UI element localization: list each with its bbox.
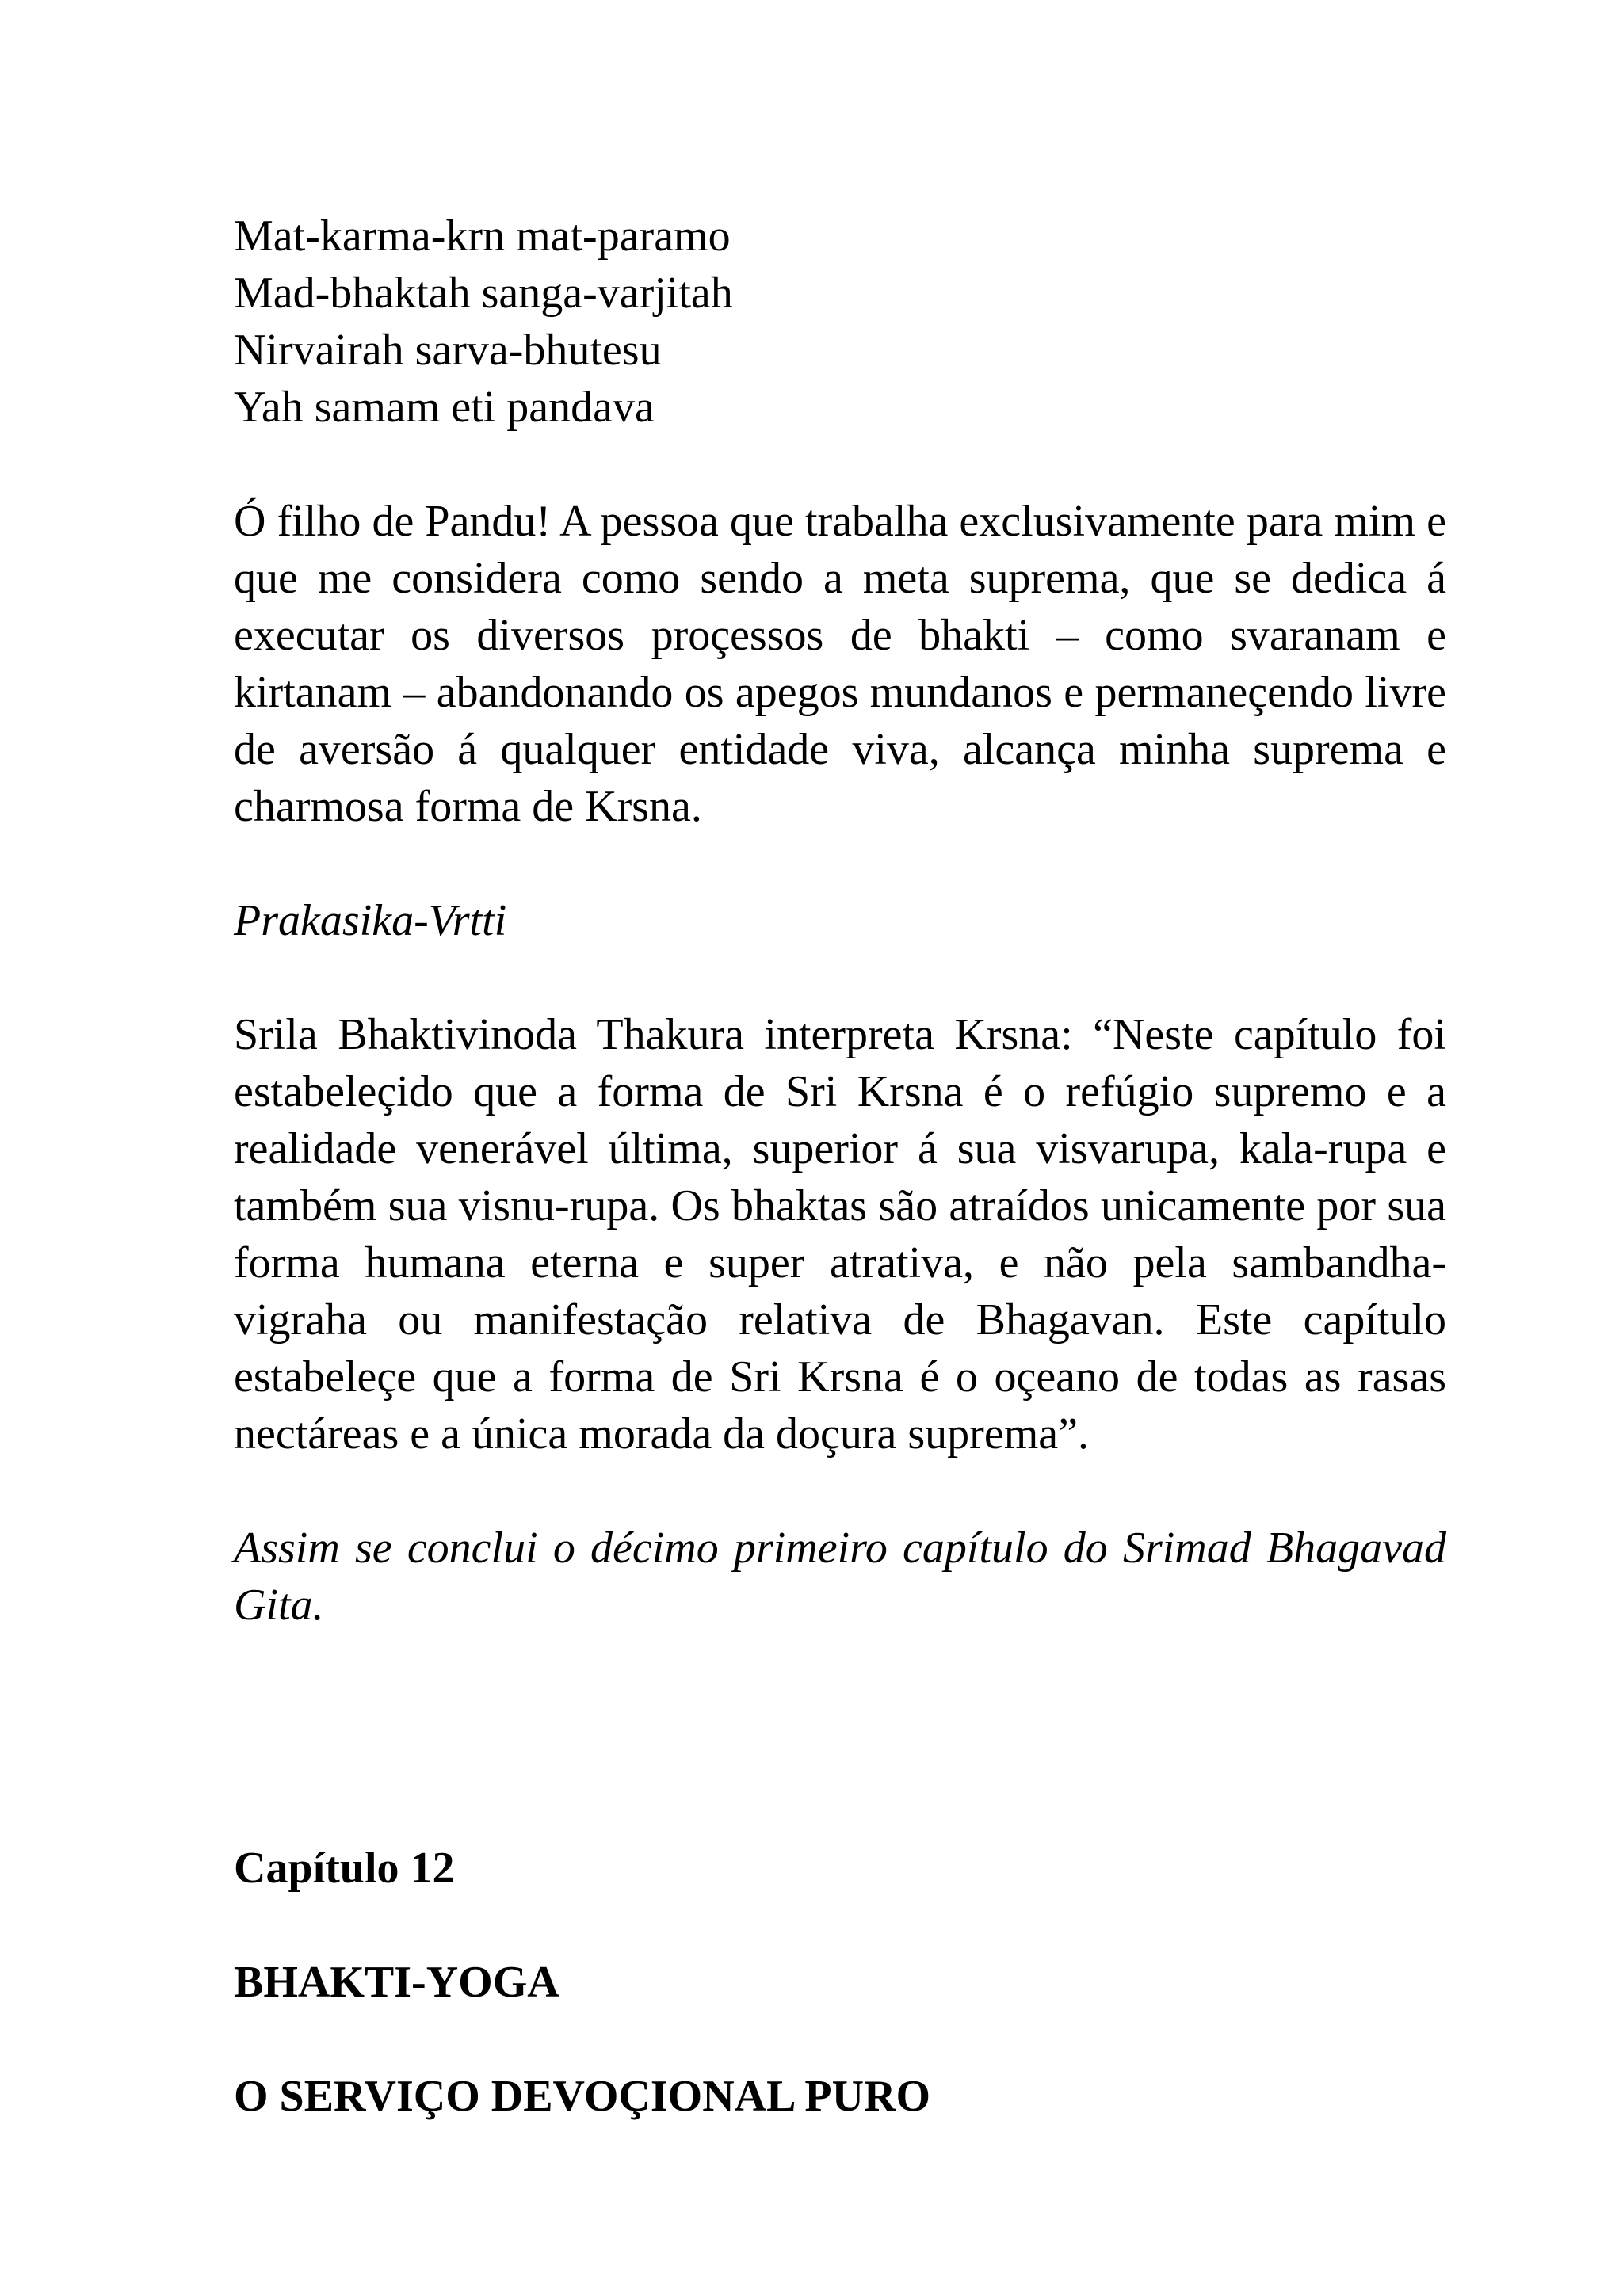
verse-line-4: Yah samam eti pandava (234, 383, 655, 432)
verse-translation: Ó filho de Pandu! A pessoa que trabalha exclusivamente para mim e que me considera como sendo a meta suprema, que se dedica á executar os diversos proçessos de bhakti – como svaranam e kirtanam – abandonando os apegos mundanos e permaneçendo livre de aversão á qualquer entidade viva, alcança minha suprema e charmosa forma de Krsna. (234, 497, 1446, 831)
commentary-title: Prakasika-Vrtti (234, 896, 507, 945)
verse-line-1: Mat-karma-krn mat-paramo (234, 212, 731, 261)
verse-line-2: Mad-bhaktah sanga-varjitah (234, 269, 733, 318)
verse-line-3: Nirvairah sarva-bhutesu (234, 326, 662, 375)
chapter-subtitle-heading: O SERVIÇO DEVOÇIONAL PURO (234, 2072, 931, 2121)
chapter-number-heading: Capítulo 12 (234, 1844, 455, 1893)
sanskrit-verse (234, 208, 1446, 436)
page-content (234, 208, 1446, 1634)
commentary-paragraph: Srila Bhaktivinoda Thakura interpreta Krsna: “Neste capítulo foi estabeleçido que a forma de Sri Krsna é o refúgio supremo e a realidade venerável última, superior á sua visvarupa, kala-rupa e também sua visnu-rupa. Os bhaktas são atraídos unicamente por sua forma humana eterna e super atrativa, e não pela sambandha-vigraha ou manifestação relativa de Bhagavan. Este capítulo estabeleçe que a forma de Sri Krsna é o oçeano de todas as rasas nectáreas e a única morada da doçura suprema”. (234, 1010, 1446, 1459)
chapter-conclusion: Assim se conclui o décimo primeiro capítulo do Srimad Bhagavad Gita. (234, 1524, 1446, 1630)
chapter-title-heading: BHAKTI-YOGA (234, 1958, 559, 2007)
